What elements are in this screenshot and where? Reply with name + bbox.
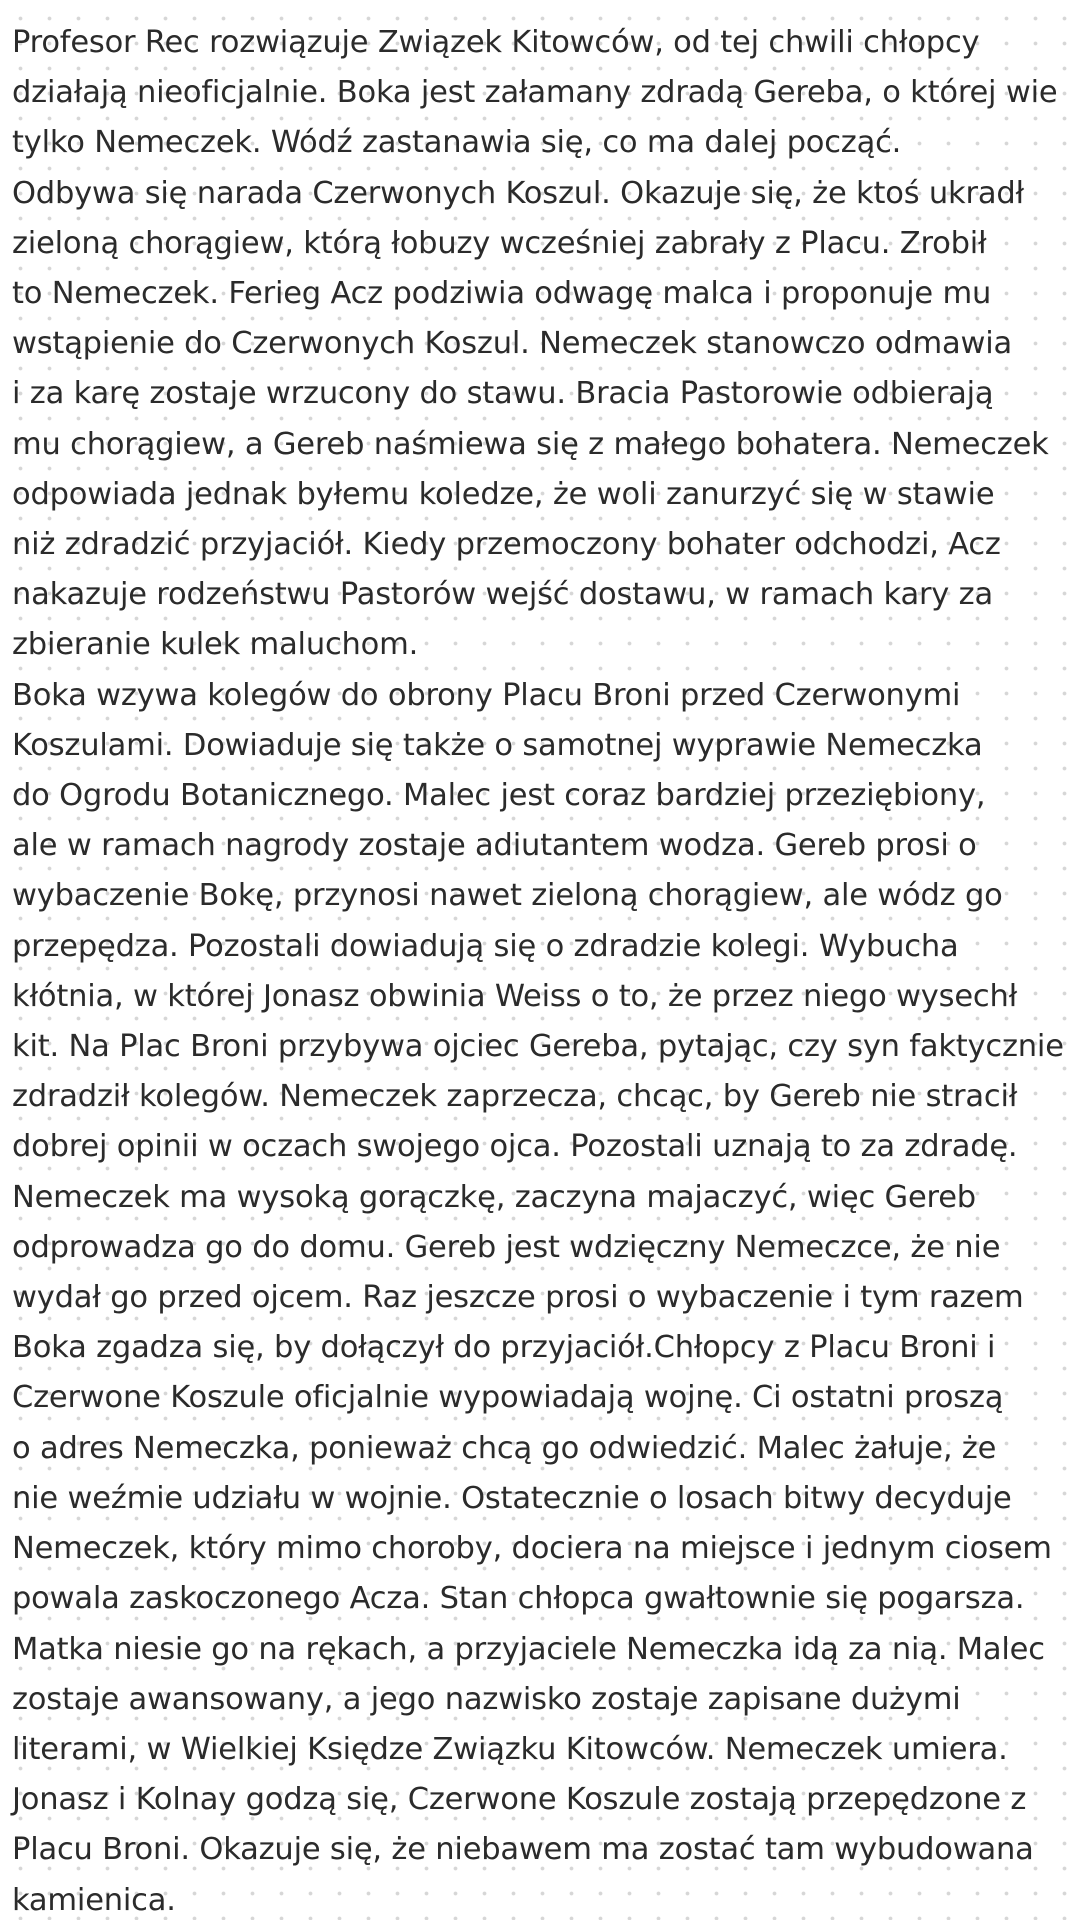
text-line: Profesor Rec rozwiązuje Związek Kitowców, od tej chwili chłopcy [12, 25, 980, 60]
text-line: Koszulami. Dowiaduje się także o samotnej wyprawie Nemeczka [12, 727, 983, 763]
text-line: Boka wzywa kolegów do obrony Placu Broni przed Czerwonymi [12, 677, 961, 713]
text-line: odpowiada jednak byłemu koledze, że woli zanurzyć się w stawie [12, 476, 995, 512]
text-line: zbieranie kulek maluchom. [12, 627, 419, 663]
text-line: i za karę zostaje wrzucony do stawu. Bracia Pastorowie odbierają [12, 376, 994, 412]
text-line: odprowadza go do domu. Gereb jest wdzięczny Nemeczce, że nie [12, 1229, 1001, 1265]
text-line: kamienica. [12, 1882, 176, 1918]
text-line: literami, w Wielkiej Księdze Związku Kitowców. Nemeczek umiera. [12, 1731, 1008, 1767]
text-line: wstąpienie do Czerwonych Koszul. Nemeczek stanowczo odmawia [12, 326, 1012, 362]
text-line: kłótnia, w której Jonasz obwinia Weiss o to, że przez niego wysechł [12, 978, 1018, 1014]
text-line: nakazuje rodzeństwu Pastorów wejść dostawu, w ramach kary za [12, 577, 993, 613]
text-line: niż zdradzić przyjaciół. Kiedy przemoczony bohater odchodzi, Acz [12, 527, 1001, 563]
text-line: tylko Nemeczek. Wódź zastanawia się, co ma dalej począć. [12, 125, 902, 161]
text-line: wydał go przed ojcem. Raz jeszcze prosi o wybaczenie i tym razem [12, 1280, 1024, 1316]
text-line: kit. Na Plac Broni przybywa ojciec Gereba, pytając, czy syn faktycznie [12, 1029, 1064, 1065]
text-line: przepędza. Pozostali dowiadują się o zdradzie kolegi. Wybucha [12, 928, 959, 964]
text-line: ale w ramach nagrody zostaje adiutantem wodza. Gereb prosi o [12, 828, 977, 864]
text-line: Nemeczek, który mimo choroby, dociera na miejsce i jednym ciosem [12, 1531, 1052, 1567]
text-line: Boka zgadza się, by dołączył do przyjaciół.Chłopcy z Placu Broni i [12, 1330, 996, 1366]
text-line: działają nieoficjalnie. Boka jest załamany zdradą Gereba, o której wie [12, 75, 1058, 111]
text-line: nie weźmie udziału w wojnie. Ostatecznie o losach bitwy decyduje [12, 1480, 1012, 1516]
text-line: do Ogrodu Botanicznego. Malec jest coraz bardziej przeziębiony, [12, 778, 986, 814]
text-line: zdradził kolegów. Nemeczek zaprzecza, chcąc, by Gereb nie stracił [12, 1079, 1018, 1115]
handwritten-summary [12, 18, 1066, 1920]
text-line: wybaczenie Bokę, przynosi nawet zieloną chorągiew, ale wódz go [12, 878, 1003, 914]
text-line: zieloną chorągiew, którą łobuzy wcześniej zabrały z Placu. Zrobił [12, 225, 987, 261]
text-line: to Nemeczek. Ferieg Acz podziwia odwagę malca i proponuje mu [12, 276, 992, 312]
text-line: Jonasz i Kolnay godzą się, Czerwone Koszule zostają przepędzone z [12, 1782, 1027, 1818]
text-line: Czerwone Koszule oficjalnie wypowiadają wojnę. Ci ostatni proszą [12, 1380, 1004, 1416]
text-line: powala zaskoczonego Acza. Stan chłopca gwałtownie się pogarsza. [12, 1581, 1025, 1617]
text-line: mu chorągiew, a Gereb naśmiewa się z małego bohatera. Nemeczek [12, 426, 1049, 462]
text-line: o adres Nemeczka, ponieważ chcą go odwiedzić. Malec żałuje, że [12, 1430, 997, 1466]
text-line: Nemeczek ma wysoką gorączkę, zaczyna majaczyć, więc Gereb [12, 1179, 976, 1215]
text-line: zostaje awansowany, a jego nazwisko zostaje zapisane dużymi [12, 1681, 961, 1717]
text-line: dobrej opinii w oczach swojego ojca. Pozostali uznają to za zdradę. [12, 1129, 1018, 1165]
text-line: Placu Broni. Okazuje się, że niebawem ma zostać tam wybudowana [12, 1832, 1034, 1868]
text-line: Matka niesie go na rękach, a przyjaciele Nemeczka idą za nią. Malec [12, 1631, 1045, 1667]
text-line: Odbywa się narada Czerwonych Koszul. Okazuje się, że ktoś ukradł [12, 175, 1024, 211]
